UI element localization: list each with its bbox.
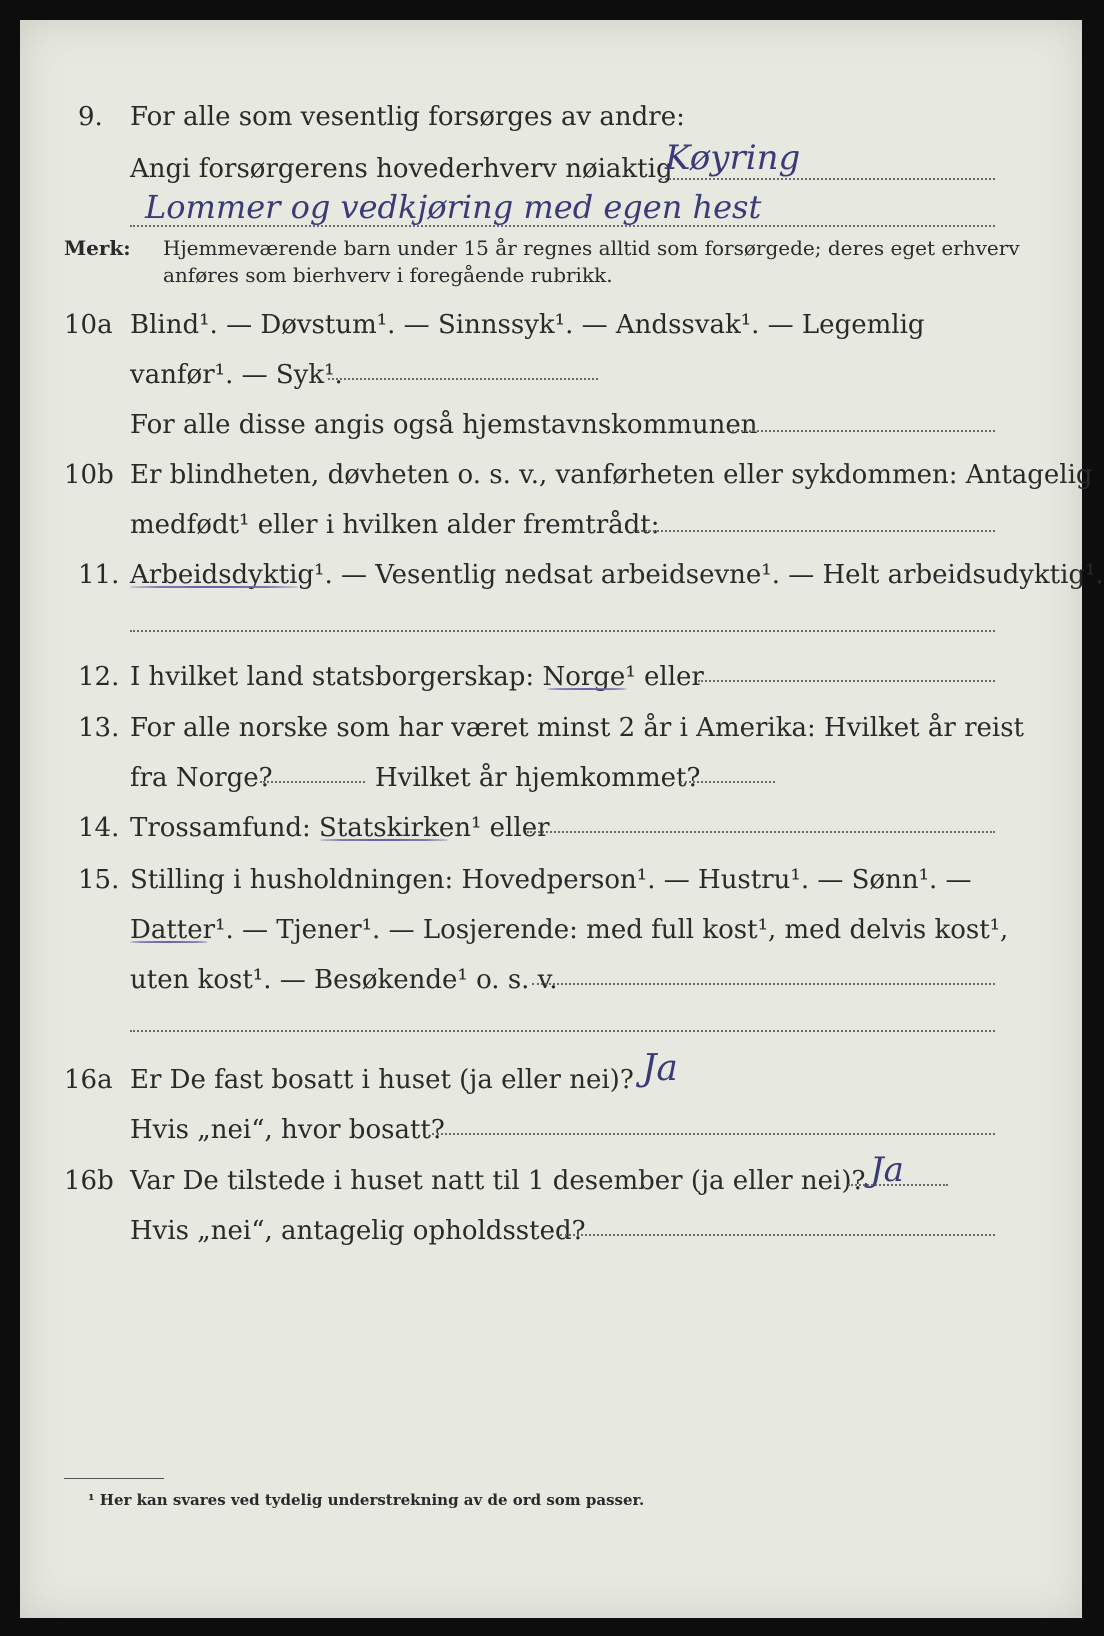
q16b-line-1: Var De tilstede i huset natt til 1 desember (ja eller nei)?	[130, 1166, 866, 1196]
answer-line	[432, 1133, 995, 1135]
q9-line-2: Angi forsørgerens hovederhverv nøiaktig	[130, 154, 673, 184]
q11-line-1: Arbeidsdyktig¹. — Vesentlig nedsat arbeidsevne¹. — Helt arbeidsudyktig¹.	[130, 560, 1104, 590]
answer-line	[527, 831, 995, 833]
item-number: 10b	[64, 460, 114, 490]
answer-line	[680, 781, 775, 783]
handwritten-occupation: Køyring	[665, 138, 801, 178]
answer-line	[660, 178, 995, 180]
item-number: 16b	[64, 1166, 114, 1196]
item-number: 15.	[78, 865, 120, 895]
q16b-line-2: Hvis „nei“, antagelig opholdssted?	[130, 1216, 586, 1246]
q10b-line-1: Er blindheten, døvheten o. s. v., vanførheten eller sykdommen: Antagelig	[130, 460, 1093, 490]
handwritten-underline	[320, 839, 448, 841]
answer-line	[698, 680, 995, 682]
merk-label: Merk:	[64, 236, 131, 260]
q10a-line-1: Blind¹. — Døvstum¹. — Sinnssyk¹. — Andssvak¹. — Legemlig	[130, 310, 925, 340]
item-number: 13.	[78, 713, 120, 743]
merk-line-2: anføres som bierhverv i foregående rubrikk.	[163, 263, 613, 287]
item-number: 16a	[64, 1065, 113, 1095]
merk-line-1: Hjemmeværende barn under 15 år regnes alltid som forsørgede; deres eget erhverv	[163, 236, 1020, 260]
item-number: 11.	[78, 560, 120, 590]
footnote: ¹ Her kan svares ved tydelig understrekning av de ord som passer.	[88, 1491, 645, 1509]
handwritten-answer: Ja	[870, 1150, 904, 1190]
q13-line-2b: Hvilket år hjemkommet?	[375, 763, 701, 793]
q16a-line-1: Er De fast bosatt i huset (ja eller nei)?	[130, 1065, 634, 1095]
q15-line-2: Datter¹. — Tjener¹. — Losjerende: med full kost¹, med delvis kost¹,	[130, 915, 1009, 945]
q9-line-1: For alle som vesentlig forsørges av andre:	[130, 102, 685, 132]
q13-line-2a: fra Norge?	[130, 763, 273, 793]
handwritten-underline	[130, 586, 298, 588]
q15-line-1: Stilling i husholdningen: Hovedperson¹. — Hustru¹. — Sønn¹. —	[130, 865, 972, 895]
census-form-page	[20, 20, 1104, 1618]
q16a-line-2: Hvis „nei“, hvor bosatt?	[130, 1115, 445, 1145]
footnote-rule	[64, 1478, 164, 1479]
q10a-line-3: For alle disse angis også hjemstavnskommunen	[130, 410, 758, 440]
answer-line	[130, 1030, 995, 1032]
q13-line-1: For alle norske som har været minst 2 år i Amerika: Hvilket år reist	[130, 713, 1024, 743]
answer-line	[560, 1234, 995, 1236]
item-number: 14.	[78, 813, 120, 843]
handwritten-answer: Ja	[642, 1048, 678, 1089]
item-number: 12.	[78, 662, 120, 692]
q12-line-1: I hvilket land statsborgerskap: Norge¹ eller	[130, 662, 704, 692]
handwritten-occupation-detail: Lommer og vedkjøring med egen hest	[145, 188, 762, 226]
answer-line	[532, 983, 995, 985]
answer-line	[848, 1184, 948, 1186]
answer-line	[732, 430, 995, 432]
handwritten-underline	[130, 941, 208, 943]
q14-line-1: Trossamfund: Statskirken¹ eller	[130, 813, 550, 843]
handwritten-underline	[547, 688, 627, 690]
q10a-line-2: vanfør¹. — Syk¹.	[130, 360, 343, 390]
q15-line-3: uten kost¹. — Besøkende¹ o. s. v.	[130, 965, 558, 995]
answer-line	[130, 630, 995, 632]
answer-line	[633, 530, 995, 532]
q10b-line-2: medfødt¹ eller i hvilken alder fremtrådt:	[130, 510, 660, 540]
answer-line	[328, 378, 598, 380]
item-number: 10a	[64, 310, 113, 340]
answer-line	[130, 225, 995, 227]
answer-line	[260, 781, 365, 783]
item-number: 9.	[78, 102, 103, 132]
